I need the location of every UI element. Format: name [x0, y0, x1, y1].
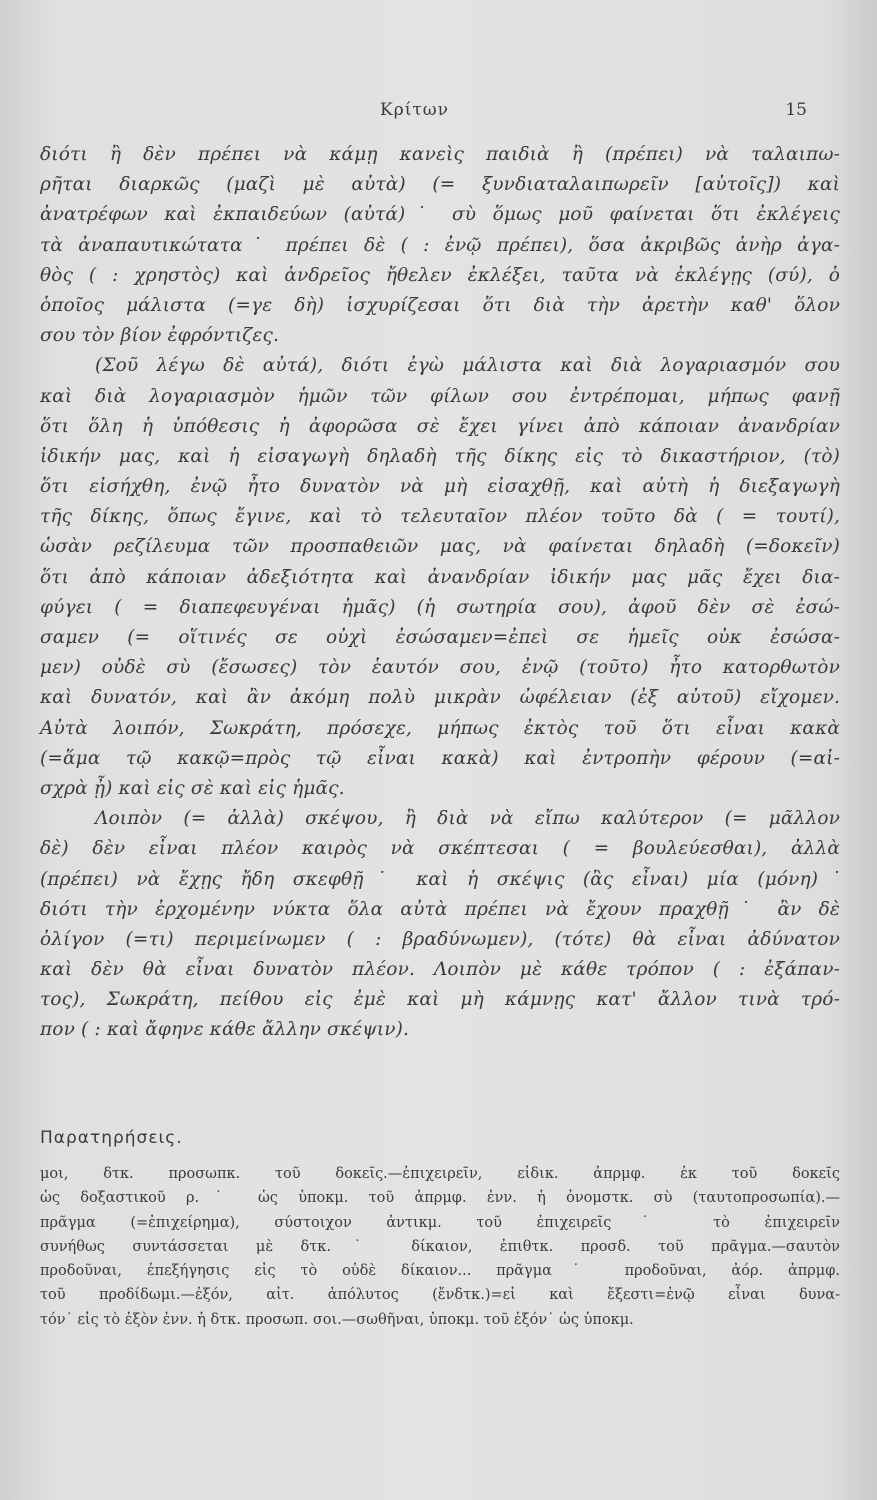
note-line: ὡς δοξαστικοῦ ρ.˙ ὡς ὑποκμ. τοῦ ἀπρμφ. ἐνν. ἡ ὀνομστκ. σὺ (ταυτοπροσωπία).— — [40, 1190, 840, 1207]
notes-text — [40, 1162, 840, 1332]
running-title: Κρίτων — [380, 100, 449, 120]
text-line: τος), Σωκράτη, πείθου εἰς ἐμὲ καὶ μὴ κάμνῃς κατ' ἄλλον τινὰ τρό- — [40, 989, 840, 1011]
text-line: διότι τὴν ἐρχομένην νύκτα ὅλα αὐτὰ πρέπει νὰ ἔχουν πραχθῇ˙ ἂν δὲ — [40, 898, 840, 920]
text-line: Λοιπὸν (= ἀλλὰ) σκέψου, ἢ διὰ νὰ εἴπω καλύτερον (= μᾶλλον — [95, 808, 840, 830]
text-line: (Σοῦ λέγω δὲ αὐτά), διότι ἐγὼ μάλιστα καὶ διὰ λογαριασμόν σου — [95, 355, 840, 377]
text-line: καὶ διὰ λογαριασμὸν ἡμῶν τῶν φίλων σου ἐντρέπομαι, μήπως φανῇ — [40, 385, 840, 407]
text-line: δὲ) δὲν εἶναι πλέον καιρὸς νὰ σκέπτεσαι ( = βουλεύεσθαι), ἀλλὰ — [40, 838, 840, 860]
text-line: καὶ δυνατόν, καὶ ἂν ἀκόμη πολὺ μικρὰν ὠφέλειαν (ἐξ αὐτοῦ) εἴχομεν. — [40, 687, 840, 709]
text-line: καὶ δὲν θὰ εἶναι δυνατὸν πλέον. Λοιπὸν μὲ κάθε τρόπον ( : ἐξάπαν- — [40, 959, 840, 981]
text-line: ἀνατρέφων καὶ ἐκπαιδεύων (αὐτά)˙ σὺ ὅμως μοῦ φαίνεται ὅτι ἐκλέγεις — [40, 204, 840, 226]
text-line: μεν) οὐδὲ σὺ (ἔσωσες) τὸν ἑαυτόν σου, ἐνῷ (τοῦτο) ἦτο κατορθωτὸν — [40, 657, 840, 679]
text-line: ρῆται διαρκῶς (μαζὶ μὲ αὐτὰ) (= ξυνδιαταλαιπωρεῖν [αὐτοῖς]) καὶ — [40, 174, 840, 196]
text-line: σχρὰ ᾖ) καὶ εἰς σὲ καὶ εἰς ἡμᾶς. — [40, 777, 345, 799]
note-line: τόν˙ εἰς τὸ ἐξὸν ἐνν. ἡ δτκ. προσωπ. σοι.—σωθῆναι, ὑποκμ. τοῦ ἐξόν˙ ὡς ὑποκμ. — [40, 1311, 634, 1328]
text-line: ὅτι εἰσήχθη, ἐνῷ ἦτο δυνατὸν νὰ μὴ εἰσαχθῇ, καὶ αὐτὴ ἡ διεξαγωγὴ — [40, 476, 840, 498]
note-line: μοι, δτκ. προσωπκ. τοῦ δοκεῖς.—ἐπιχειρεῖν, εἰδικ. ἀπρμφ. ἐκ τοῦ δοκεῖς — [40, 1166, 840, 1182]
text-line: ὡσὰν ρεζίλευμα τῶν προσπαθειῶν μας, νὰ φαίνεται δηλαδὴ (=δοκεῖν) — [40, 536, 840, 558]
text-line: σαμεν (= οἵτινές σε οὐχὶ ἐσώσαμεν=ἐπεὶ σε ἡμεῖς οὐκ ἐσώσα- — [40, 627, 840, 648]
note-line: πρᾶγμα (=ἐπιχείρημα), σύστοιχον ἀντικμ. τοῦ ἐπιχειρεῖς˙ τὸ ἐπιχειρεῖν — [40, 1214, 840, 1231]
note-line: τοῦ προδίδωμι.—ἐξόν, αἰτ. ἀπόλυτος (ἔνδτκ.)=εἰ καὶ ἔξεστι=ἐνῷ εἶναι δυνα- — [40, 1287, 840, 1304]
text-line: θὸς ( : χρηστὸς) καὶ ἀνδρεῖος ἤθελεν ἐκλέξει, ταῦτα νὰ ἐκλέγῃς (σύ), ὁ — [40, 264, 840, 286]
text-line: τὰ ἀναπαυτικώτατα˙ πρέπει δὲ ( : ἐνῷ πρέπει), ὅσα ἀκριβῶς ἀνὴρ ἀγα- — [40, 234, 840, 256]
page-number: 15 — [785, 100, 807, 120]
notes-heading: Παρατηρήσεις. — [40, 1128, 183, 1148]
note-line: συνήθως συντάσσεται μὲ δτκ.˙ δίκαιον, ἐπιθτκ. προσδ. τοῦ πρᾶγμα.—σαυτὸν — [40, 1238, 840, 1255]
text-line: τῆς δίκης, ὅπως ἔγινε, καὶ τὸ τελευταῖον πλέον τοῦτο δὰ ( = τουτί), — [40, 506, 840, 528]
text-line: ὁποῖος μάλιστα (=γε δὴ) ἰσχυρίζεσαι ὅτι διὰ τὴν ἀρετὴν καθ' ὅλον — [40, 294, 840, 316]
note-line: προδοῦναι, ἐπεξήγησις εἰς τὸ οὐδὲ δίκαιον... πρᾶγμα˙ προδοῦναι, ἀόρ. ἀπρμφ. — [40, 1263, 840, 1280]
text-line: διότι ἢ δὲν πρέπει νὰ κάμῃ κανεὶς παιδιὰ ἢ (πρέπει) νὰ ταλαιπω- — [40, 144, 840, 165]
text-line: ἰδικήν μας, καὶ ἡ εἰσαγωγὴ δηλαδὴ τῆς δίκης εἰς τὸ δικαστήριον, (τὸ) — [40, 445, 840, 467]
text-line: πον ( : καὶ ἄφηνε κάθε ἄλλην σκέψιν). — [40, 1019, 410, 1041]
translation-text — [40, 140, 840, 1046]
running-head — [0, 100, 877, 124]
text-line: σου τὸν βίον ἐφρόντιζες. — [40, 325, 280, 347]
text-line: ὅτι ὅλη ἡ ὑπόθεσις ἡ ἀφορῶσα σὲ ἔχει γίνει ἀπὸ κάποιαν ἀνανδρίαν — [40, 415, 840, 437]
text-line: ὀλίγον (=τι) περιμείνωμεν ( : βραδύνωμεν), (τότε) θὰ εἶναι ἀδύνατον — [40, 928, 840, 950]
text-line: φύγει ( = διαπεφευγέναι ἡμᾶς) (ἡ σωτηρία σου), ἀφοῦ δὲν σὲ ἐσώ- — [40, 596, 840, 618]
text-line: (=ἅμα τῷ κακῷ=πρὸς τῷ εἶναι κακὰ) καὶ ἐντροπὴν φέρουν (=αἰ- — [40, 747, 840, 769]
text-line: ὅτι ἀπὸ κάποιαν ἀδεξιότητα καὶ ἀνανδρίαν ἰδικήν μας μᾶς ἔχει δια- — [40, 566, 840, 588]
text-line: Αὐτὰ λοιπόν, Σωκράτη, πρόσεχε, μήπως ἐκτὸς τοῦ ὅτι εἶναι κακὰ — [40, 717, 840, 739]
text-line: (πρέπει) νὰ ἔχῃς ἤδη σκεφθῇ˙ καὶ ἡ σκέψις (ἂς εἶναι) μία (μόνη)˙ — [40, 868, 840, 890]
